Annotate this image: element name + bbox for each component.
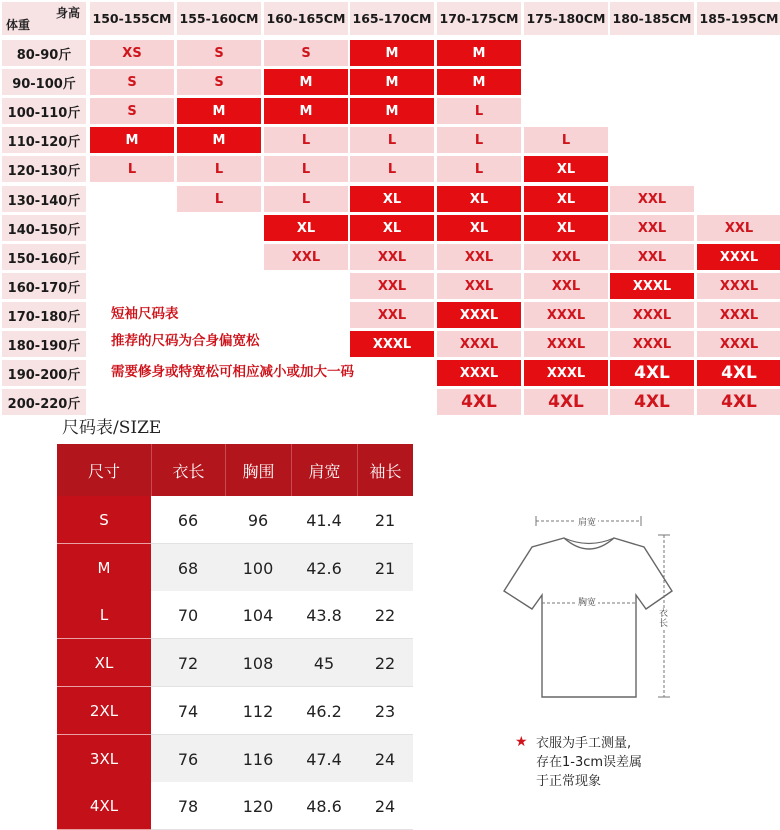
measurement-note-line-3: 于正常现象 [536, 774, 602, 789]
size-cell: XXL [610, 186, 694, 212]
height-header-0: 150-155CM [90, 2, 174, 35]
weight-axis-label: 体重 [6, 18, 31, 32]
size-table-value: 22 [374, 605, 396, 625]
weight-label: 130-140斤 [2, 186, 86, 212]
size-table-size: S [57, 496, 151, 544]
size-cell: XL [264, 215, 348, 241]
size-cell: XXXL [437, 331, 521, 357]
size-cell: L [264, 156, 348, 182]
size-cell: M [437, 69, 521, 95]
weight-label: 140-150斤 [2, 215, 86, 241]
size-cell: XXL [350, 273, 434, 299]
size-cell: L [177, 156, 261, 182]
size-cell: M [177, 127, 261, 153]
size-cell: XXL [437, 273, 521, 299]
size-cell: XXXL [697, 244, 780, 270]
weight-label: 90-100斤 [2, 69, 86, 95]
weight-label: 120-130斤 [2, 156, 86, 182]
size-table-value: 78 [177, 796, 199, 816]
size-cell: M [350, 40, 434, 66]
height-header-3: 165-170CM [350, 2, 434, 35]
size-table-value: 120 [242, 796, 274, 816]
size-table-value: 47.4 [306, 749, 342, 769]
size-cell: L [437, 127, 521, 153]
size-cell: XXL [264, 244, 348, 270]
size-table-value: 24 [374, 749, 396, 769]
size-cell: 4XL [610, 360, 694, 386]
size-cell: M [264, 98, 348, 124]
size-table-size: L [57, 591, 151, 639]
size-table-value: 72 [177, 653, 199, 673]
length-label: 衣长 [659, 609, 669, 629]
size-table-value: 21 [374, 558, 396, 578]
weight-label: 170-180斤 [2, 302, 86, 328]
height-header-5: 175-180CM [524, 2, 608, 35]
weight-label: 80-90斤 [2, 40, 86, 66]
size-cell: M [350, 69, 434, 95]
size-cell: XXXL [610, 302, 694, 328]
size-cell: XL [524, 186, 608, 212]
weight-label: 180-190斤 [2, 331, 86, 357]
size-cell: L [524, 127, 608, 153]
size-cell: M [264, 69, 348, 95]
note-adjust: 需要修身或特宽松可相应减小或加大一码 [111, 364, 354, 380]
size-cell: XXL [524, 273, 608, 299]
size-table-value: 41.4 [306, 510, 342, 530]
size-cell: L [264, 186, 348, 212]
size-cell: M [90, 127, 174, 153]
height-header-4: 170-175CM [437, 2, 521, 35]
size-cell: XXXL [524, 302, 608, 328]
size-cell: L [177, 186, 261, 212]
note-title: 短袖尺码表 [111, 306, 179, 322]
weight-label: 110-120斤 [2, 127, 86, 153]
height-axis-label: 身高 [55, 6, 80, 20]
size-cell: XXXL [610, 273, 694, 299]
measurement-note-line-2: 存在1-3cm误差属 [536, 755, 643, 770]
size-cell: L [264, 127, 348, 153]
size-table-header-0: 尺寸 [57, 444, 151, 496]
size-table-header-3: 肩宽 [291, 444, 357, 496]
size-cell: XL [350, 186, 434, 212]
size-cell: XS [90, 40, 174, 66]
size-table-value: 112 [242, 701, 274, 721]
size-cell: XL [350, 215, 434, 241]
size-cell: L [350, 156, 434, 182]
tshirt-diagram [496, 505, 696, 705]
size-cell: XL [437, 215, 521, 241]
size-cell: XXL [350, 302, 434, 328]
size-table-value: 23 [374, 701, 396, 721]
size-cell: L [350, 127, 434, 153]
size-cell: XXXL [610, 331, 694, 357]
chest-label: 胸宽 [576, 595, 598, 608]
size-table [57, 444, 413, 822]
size-cell: XXXL [350, 331, 434, 357]
size-cell: XL [524, 215, 608, 241]
size-cell: 4XL [524, 389, 608, 415]
size-cell: XXL [437, 244, 521, 270]
size-cell: S [90, 98, 174, 124]
height-header-7: 185-195CM [697, 2, 780, 35]
size-table-header-4: 袖长 [357, 444, 413, 496]
size-cell: L [90, 156, 174, 182]
size-table-value: 24 [374, 796, 396, 816]
size-table-size: M [57, 544, 151, 592]
size-cell: S [177, 40, 261, 66]
size-table-value: 100 [242, 558, 274, 578]
size-cell: XXXL [524, 331, 608, 357]
size-cell: S [177, 69, 261, 95]
size-cell: XL [524, 156, 608, 182]
size-cell: 4XL [697, 360, 780, 386]
size-table-header-1: 衣长 [151, 444, 225, 496]
size-table-size: 4XL [57, 782, 151, 830]
size-cell: 4XL [697, 389, 780, 415]
size-cell: M [350, 98, 434, 124]
size-table-value: 76 [177, 749, 199, 769]
shoulder-label: 肩宽 [576, 515, 598, 528]
size-cell: M [177, 98, 261, 124]
weight-label: 190-200斤 [2, 360, 86, 386]
size-cell: 4XL [610, 389, 694, 415]
size-table-value: 74 [177, 701, 199, 721]
size-cell: XXXL [697, 273, 780, 299]
size-table-value: 68 [177, 558, 199, 578]
weight-label: 100-110斤 [2, 98, 86, 124]
size-table-value: 21 [374, 510, 396, 530]
size-table-header-2: 胸围 [225, 444, 291, 496]
size-cell: XL [437, 186, 521, 212]
size-table-size: 3XL [57, 735, 151, 783]
size-table-value: 96 [247, 510, 269, 530]
height-header-6: 180-185CM [610, 2, 694, 35]
weight-label: 150-160斤 [2, 244, 86, 270]
size-cell: XXXL [437, 360, 521, 386]
size-table-value: 104 [242, 605, 274, 625]
size-cell: S [90, 69, 174, 95]
size-cell: M [437, 40, 521, 66]
size-cell: XXXL [697, 302, 780, 328]
size-cell: XXL [524, 244, 608, 270]
size-cell: XXL [350, 244, 434, 270]
size-cell: L [437, 156, 521, 182]
size-cell: XXL [610, 244, 694, 270]
weight-label: 200-220斤 [2, 389, 86, 415]
size-cell: XXXL [697, 331, 780, 357]
size-cell: XXL [697, 215, 780, 241]
size-table-size: 2XL [57, 687, 151, 735]
height-header-2: 160-165CM [264, 2, 348, 35]
size-cell: XXXL [524, 360, 608, 386]
size-table-value: 22 [374, 653, 396, 673]
size-table-value: 45 [313, 653, 335, 673]
size-table-value: 116 [242, 749, 274, 769]
size-cell: S [264, 40, 348, 66]
size-table-value: 43.8 [306, 605, 342, 625]
size-cell: XXL [610, 215, 694, 241]
weight-label: 160-170斤 [2, 273, 86, 299]
size-cell: L [437, 98, 521, 124]
size-table-title: 尺码表/SIZE [62, 418, 162, 438]
size-table-size: XL [57, 639, 151, 687]
star-icon: ★ [515, 734, 528, 750]
grid-corner [2, 2, 86, 35]
size-table-value: 66 [177, 510, 199, 530]
size-table-value: 42.6 [306, 558, 342, 578]
measurement-note-line-1: 衣服为手工测量, [536, 736, 632, 751]
size-table-value: 70 [177, 605, 199, 625]
size-cell: XXXL [437, 302, 521, 328]
height-header-1: 155-160CM [177, 2, 261, 35]
size-table-value: 46.2 [306, 701, 342, 721]
size-table-value: 108 [242, 653, 274, 673]
size-table-value: 48.6 [306, 796, 342, 816]
size-cell: 4XL [437, 389, 521, 415]
note-fit: 推荐的尺码为合身偏宽松 [111, 333, 260, 349]
